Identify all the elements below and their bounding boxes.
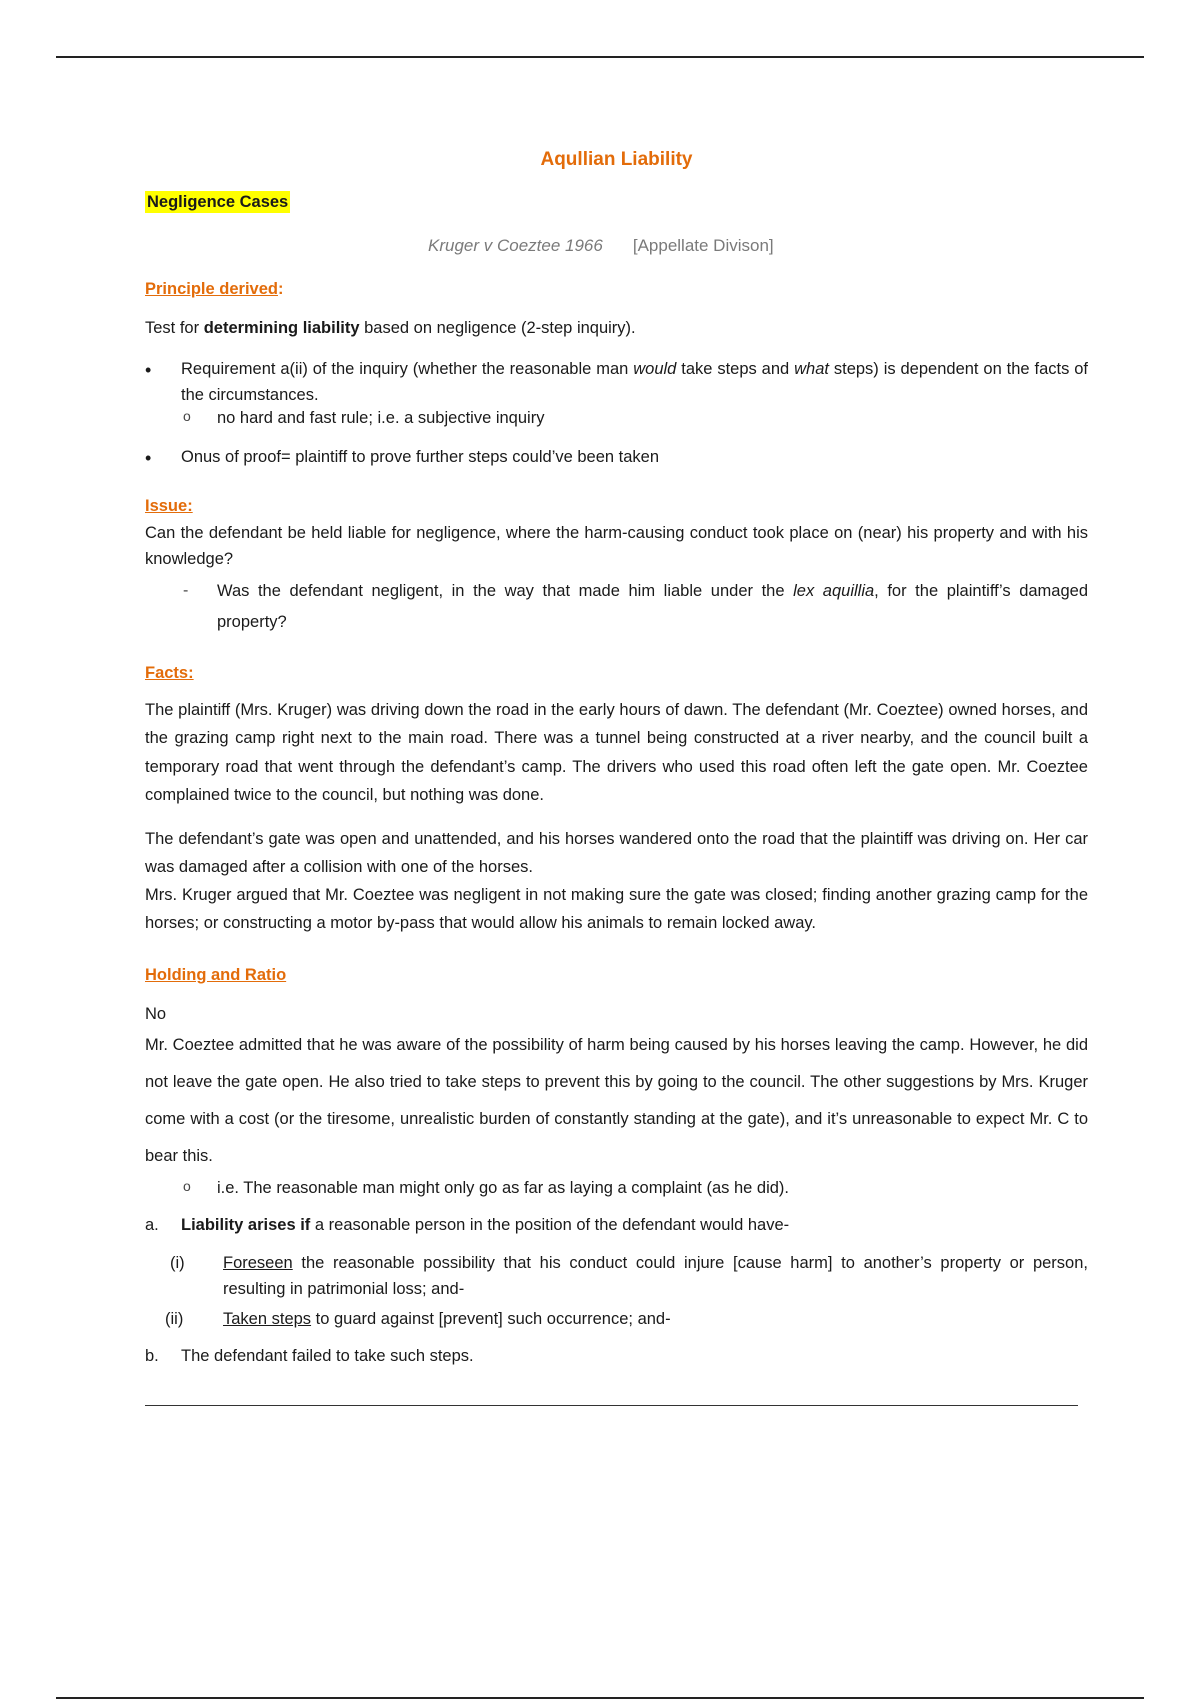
facts-heading-text: Facts:	[145, 664, 194, 682]
principle-bullet-2-text: Onus of proof= plaintiff to prove further steps could’ve been taken	[181, 448, 660, 466]
case-name: Kruger v Coeztee 1966	[428, 236, 603, 255]
liability-item-ii	[145, 1307, 1088, 1333]
principle-intro-pre: Test for	[145, 319, 204, 337]
liability-item-b	[145, 1344, 1088, 1370]
bullet-icon: •	[145, 448, 152, 468]
item-ii-rest: to guard against [prevent] such occurrence; and-	[311, 1310, 671, 1328]
principle-sub-1	[145, 406, 1088, 432]
holding-sub-1-text: i.e. The reasonable man might only go as far as laying a complaint (as he did).	[217, 1179, 790, 1197]
principle-heading-text: Principle derived	[145, 280, 278, 298]
item-a-rest: a reasonable person in the position of the defendant would have-	[310, 1216, 790, 1234]
principle-heading-colon: :	[277, 280, 284, 298]
court-name: [Appellate Divison]	[632, 236, 774, 255]
principle-bullet-2	[145, 445, 1088, 471]
item-ii-underlined: Taken steps	[223, 1310, 312, 1328]
item-ii-text	[223, 1307, 1088, 1333]
bullet-1-italic-would: would	[633, 360, 677, 378]
item-ii-label: (ii)	[165, 1310, 184, 1328]
facts-heading	[145, 661, 194, 687]
principle-sub-1-text: no hard and fast rule; i.e. a subjective inquiry	[217, 409, 545, 427]
principle-intro	[145, 316, 1088, 342]
principle-bullet-1-text	[181, 357, 1088, 408]
issue-sub-text	[217, 576, 1088, 637]
holding-answer: No	[145, 1005, 167, 1023]
liability-item-i	[145, 1251, 1088, 1302]
case-citation	[428, 233, 774, 259]
holding-heading-text: Holding and Ratio	[145, 966, 287, 984]
issue-sub	[145, 576, 1088, 637]
section-separator	[145, 1405, 1078, 1406]
item-a-text	[181, 1213, 1088, 1239]
item-i-label: (i)	[170, 1254, 185, 1272]
section-label-wrapper	[145, 190, 290, 216]
item-i-underlined: Foreseen	[223, 1254, 293, 1272]
section-label: Negligence Cases	[147, 193, 289, 211]
facts-paragraph-2: The defendant’s gate was open and unattended, and his horses wandered onto the road that the plaintiff was driving on. Her car was damaged after a collision with one of the horses.	[145, 830, 1088, 877]
bottom-rule	[56, 1697, 1144, 1699]
bullet-1-part-c: steps) is dependent on the facts of the circumstances.	[181, 360, 1088, 404]
item-i-text	[223, 1251, 1088, 1302]
principle-bullet-1	[145, 357, 1088, 408]
circle-bullet-icon: o	[183, 408, 191, 424]
holding-sub-1	[145, 1176, 1088, 1202]
circle-bullet-icon: o	[183, 1178, 191, 1194]
principle-intro-bold: determining liability	[203, 319, 360, 337]
principle-intro-post: based on negligence (2-step inquiry).	[359, 319, 636, 337]
item-i-rest: the reasonable possibility that his conduct could injure [cause harm] to another’s property or person, resulting in patrimonial loss; and-	[223, 1254, 1088, 1298]
bullet-1-part-a: Requirement a(ii) of the inquiry (whether the reasonable man	[181, 360, 634, 378]
issue-sub-italic: lex aquillia	[793, 582, 875, 600]
item-a-bold: Liability arises if	[181, 1216, 311, 1234]
issue-sub-part-a: Was the defendant negligent, in the way that made him liable under the	[217, 582, 794, 600]
item-b-text: The defendant failed to take such steps.	[181, 1347, 474, 1365]
top-rule	[56, 56, 1144, 58]
liability-item-a	[145, 1213, 1088, 1239]
bullet-1-italic-what: what	[794, 360, 829, 378]
issue-heading-text: Issue:	[145, 497, 193, 515]
facts-paragraph-3: Mrs. Kruger argued that Mr. Coeztee was negligent in not making sure the gate was closed; finding another grazing camp for the horses; or constructing a motor by-pass that would allow his animals to remain locked away.	[145, 886, 1088, 933]
issue-sub-part-b: , for the plaintiff’s damaged property?	[217, 582, 1089, 631]
item-a-label: a.	[145, 1216, 159, 1234]
bullet-1-part-b: take steps and	[676, 360, 795, 378]
dash-icon: -	[183, 582, 189, 599]
principle-heading	[145, 277, 283, 303]
issue-heading	[145, 494, 193, 520]
bullet-icon: •	[145, 360, 152, 380]
issue-text: Can the defendant be held liable for negligence, where the harm-causing conduct took place on (near) his property and with his knowledge?	[145, 524, 1088, 568]
item-b-label: b.	[145, 1347, 159, 1365]
holding-heading	[145, 963, 286, 989]
holding-paragraph: Mr. Coeztee admitted that he was aware of the possibility of harm being caused by his horses leaving the camp. However, he did not leave the gate open. He also tried to take steps to prevent this by going to the council. The other suggestions by Mrs. Kruger come with a cost (or the tiresome, unrealistic burden of constantly standing at the gate), and it’s unreasonable to expect Mr. C to bear this.	[145, 1036, 1088, 1166]
document-title: Aqullian Liability	[540, 149, 693, 170]
facts-paragraph-1: The plaintiff (Mrs. Kruger) was driving down the road in the early hours of dawn. The defendant (Mr. Coeztee) owned horses, and the grazing camp right next to the main road. There was a tunnel being constructed at a river nearby, and the council built a temporary road that went through the defendant’s camp. The drivers who used this road often left the gate open. Mr. Coeztee complained twice to the council, but nothing was done.	[145, 701, 1088, 805]
